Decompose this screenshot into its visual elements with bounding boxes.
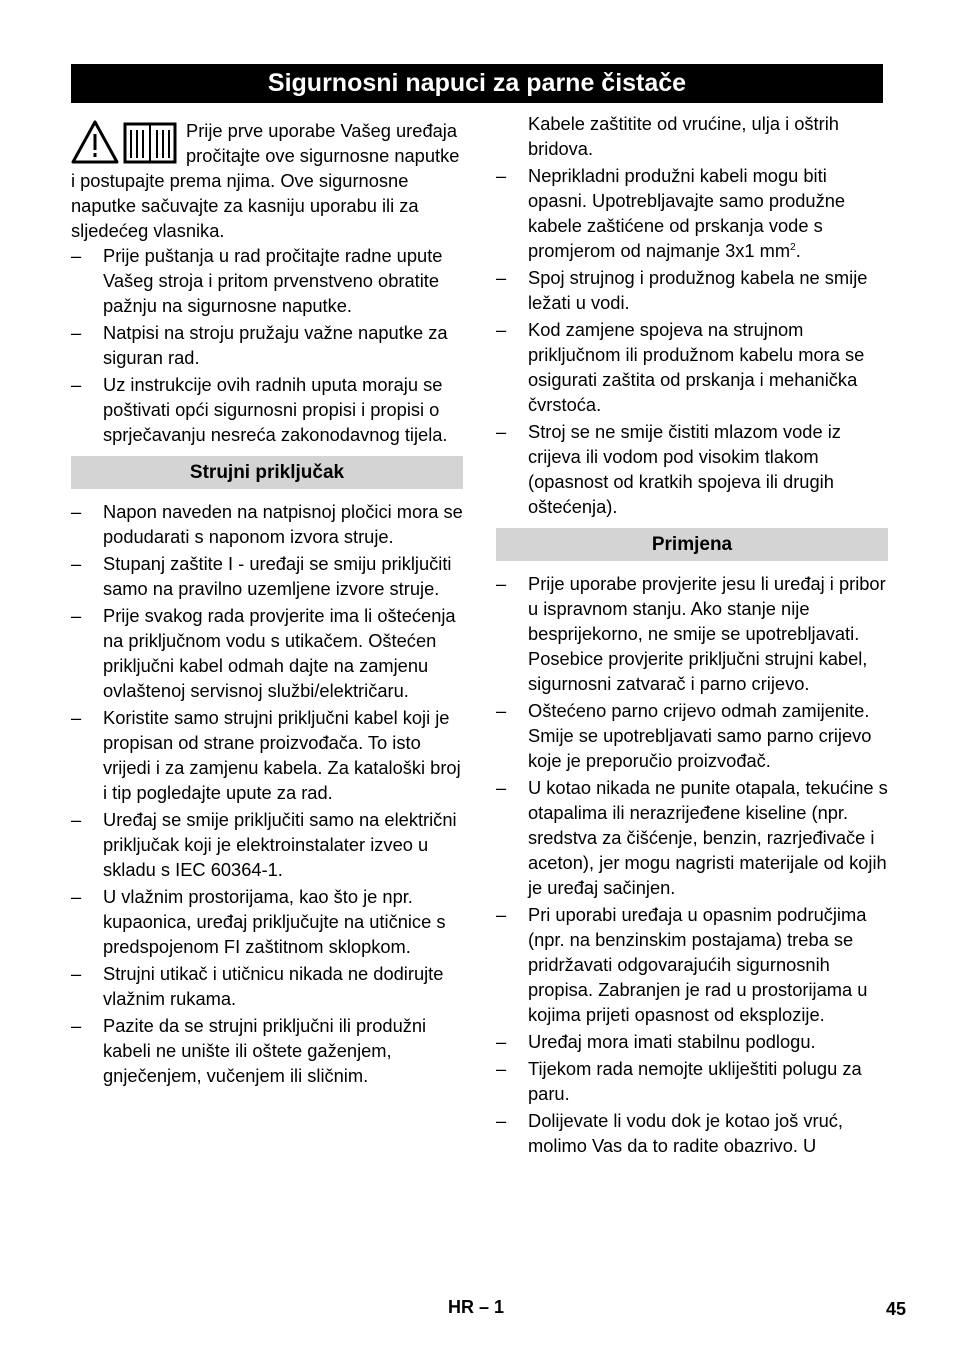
list-item-text: Napon naveden na natpisnoj pločici mora se podudarati s naponom izvora struje. (103, 501, 463, 547)
list-item (71, 551, 463, 601)
list-item (496, 265, 888, 315)
list-item (71, 603, 463, 703)
dash: – (71, 963, 82, 984)
list-item-text: Oštećeno parno crijevo odmah zamijenite. Smije se upotrebljavati samo parno crijevo koje je preporučio proizvođač. (528, 700, 872, 771)
dash: – (496, 165, 507, 186)
list-item (496, 1029, 888, 1054)
list-item-text: Kod zamjene spojeva na strujnom priključnom ili produžnom kabelu mora se osigurati zaštita od prskanja i mehanička čvrstoća. (528, 319, 865, 415)
left-column (71, 118, 463, 1090)
dash: – (496, 904, 507, 925)
usage-list (496, 571, 888, 1158)
list-item-text: Strujni utikač i utičnicu nikada ne dodirujte vlažnim rukama. (103, 963, 444, 1009)
dash: – (71, 605, 82, 626)
list-item (496, 419, 888, 519)
list-item (496, 571, 888, 696)
intro-block (71, 118, 463, 243)
list-item-text: Dolijevate li vodu dok je kotao još vruć, molimo Vas da to radite obazrivo. U (528, 1110, 844, 1156)
list-item-text: Uređaj se smije priključiti samo na električni priključak koji je elektroinstalater izveo u skladu s IEC 60364-1. (103, 809, 457, 880)
list-item-text: U vlažnim prostorijama, kao što je npr. kupaonica, uređaj priključujte na utičnice s predspojenom FI zaštitnom sklopkom. (103, 886, 446, 957)
power-list (71, 499, 463, 1088)
list-item-text: Pazite da se strujni priključni ili produžni kabeli ne unište ili oštete gaženjem, gnječenjem, vučenjem ili sličnim. (103, 1015, 427, 1086)
list-item-text: Pri uporabi uređaja u opasnim područjima (npr. na benzinskim postajama) treba se pridržavati odgovarajućih sigurnosnih propisa. Zabranjen je rad u prostorijama u kojima prijeti opasnost od eksplozije. (528, 904, 868, 1025)
intro-text: Prije prve uporabe Vašeg uređaja pročitajte ove sigurnosne naputke i postupajte prema njima. Ove sigurnosne naputke sačuvajte za kasniju uporabu ili za sljedećeg vlasnika. (71, 120, 460, 241)
list-item-text: Uređaj mora imati stabilnu podlogu. (528, 1031, 816, 1052)
list-item (71, 1013, 463, 1088)
dash: – (496, 421, 507, 442)
list-item-text: U kotao nikada ne punite otapala, tekućine s otapalima ili nerazrijeđene kiseline (npr. sredstva za čišćenje, benzin, razrjeđivače i aceton), jer mogu nagristi materijale od kojih je uređaj sačinjen. (528, 777, 888, 898)
right-column (496, 111, 888, 1160)
list-item (71, 884, 463, 959)
warning-manual-icon (71, 120, 181, 164)
list-item (496, 317, 888, 417)
list-item (71, 499, 463, 549)
list-item (71, 807, 463, 882)
list-item-text: Spoj strujnog i produžnog kabela ne smije ležati u vodi. (528, 267, 868, 313)
list-item-text: Uz instrukcije ovih radnih uputa moraju se poštivati opći sigurnosni propisi i propisi o sprječavanju nesreća zakonodavnog tijela. (103, 374, 448, 445)
dash: – (71, 374, 82, 395)
list-item-text: Prije uporabe provjerite jesu li uređaj i pribor u ispravnom stanju. Ako stanje nije besprijekorno, ne smije se upotrebljavati. Posebice provjerite priključni strujni kabel, sigurnosni zatvarač i parno crijevo. (528, 573, 886, 694)
dash: – (71, 809, 82, 830)
dash: – (71, 245, 82, 266)
list-item (71, 961, 463, 1011)
dash: – (71, 501, 82, 522)
list-item-text: Stupanj zaštite I - uređaji se smiju priključiti samo na pravilno uzemljene izvore struje. (103, 553, 452, 599)
list-item-text: Prije puštanja u rad pročitajte radne upute Vašeg stroja i pritom prvenstveno obratite pažnju na sigurnosne naputke. (103, 245, 443, 316)
list-item-text: Natpisi na stroju pružaju važne naputke za siguran rad. (103, 322, 448, 368)
period: . (795, 240, 801, 261)
section-heading-usage: Primjena (496, 528, 888, 561)
list-item (71, 372, 463, 447)
dash: – (71, 322, 82, 343)
list-item (71, 705, 463, 805)
dash: – (71, 886, 82, 907)
list-item (496, 1108, 888, 1158)
page-number: 45 (885, 1299, 906, 1319)
dash: – (496, 1110, 507, 1131)
list-item-text: Neprikladni produžni kabeli mogu biti opasni. Upotrebljavajte samo produžne kabele zaštićene od prskanja vode s promjerom od najmanje 3x1 mm (528, 165, 846, 261)
list-item (496, 775, 888, 900)
list-item-continuation (496, 111, 888, 161)
dash: – (496, 573, 507, 594)
list-item (496, 698, 888, 773)
dash: – (496, 700, 507, 721)
superscript: 2 (790, 241, 796, 253)
continued-list (496, 111, 888, 519)
list-item-text: Prije svakog rada provjerite ima li oštećenja na priključnom vodu s utikačem. Oštećen priključni kabel odmah dajte na zamjenu ovlaštenoj servisnoj službi/električaru. (103, 605, 456, 701)
dash: – (71, 707, 82, 728)
dash: – (71, 553, 82, 574)
dash: – (496, 777, 507, 798)
list-item (71, 243, 463, 318)
dash: – (71, 1015, 82, 1036)
section-heading-power: Strujni priključak (71, 456, 463, 489)
list-item (71, 320, 463, 370)
footer-language-page: HR – 1 (448, 1297, 505, 1317)
list-item (496, 902, 888, 1027)
intro-list (71, 243, 463, 447)
list-item-text: Tijekom rada nemojte ukliještiti polugu za paru. (528, 1058, 862, 1104)
dash: – (496, 1031, 507, 1052)
manual-book-icon (125, 124, 175, 162)
warning-triangle-icon (73, 122, 117, 162)
dash: – (496, 1058, 507, 1079)
list-item-text: Kabele zaštitite od vrućine, ulja i oštrih bridova. (528, 113, 839, 159)
dash: – (496, 319, 507, 340)
page-title: Sigurnosni napuci za parne čistače (71, 64, 883, 103)
list-item-text: Stroj se ne smije čistiti mlazom vode iz crijeva ili vodom pod visokim tlakom (opasnost od kratkih spojeva ili drugih oštećenja). (528, 421, 841, 517)
list-item (496, 163, 888, 263)
list-item-text: Koristite samo strujni priključni kabel koji je propisan od strane proizvođača. To isto vrijedi i za zamjenu kabela. Za kataloški broj i tip pogledajte upute za rad. (103, 707, 461, 803)
list-item (496, 1056, 888, 1106)
dash: – (496, 267, 507, 288)
